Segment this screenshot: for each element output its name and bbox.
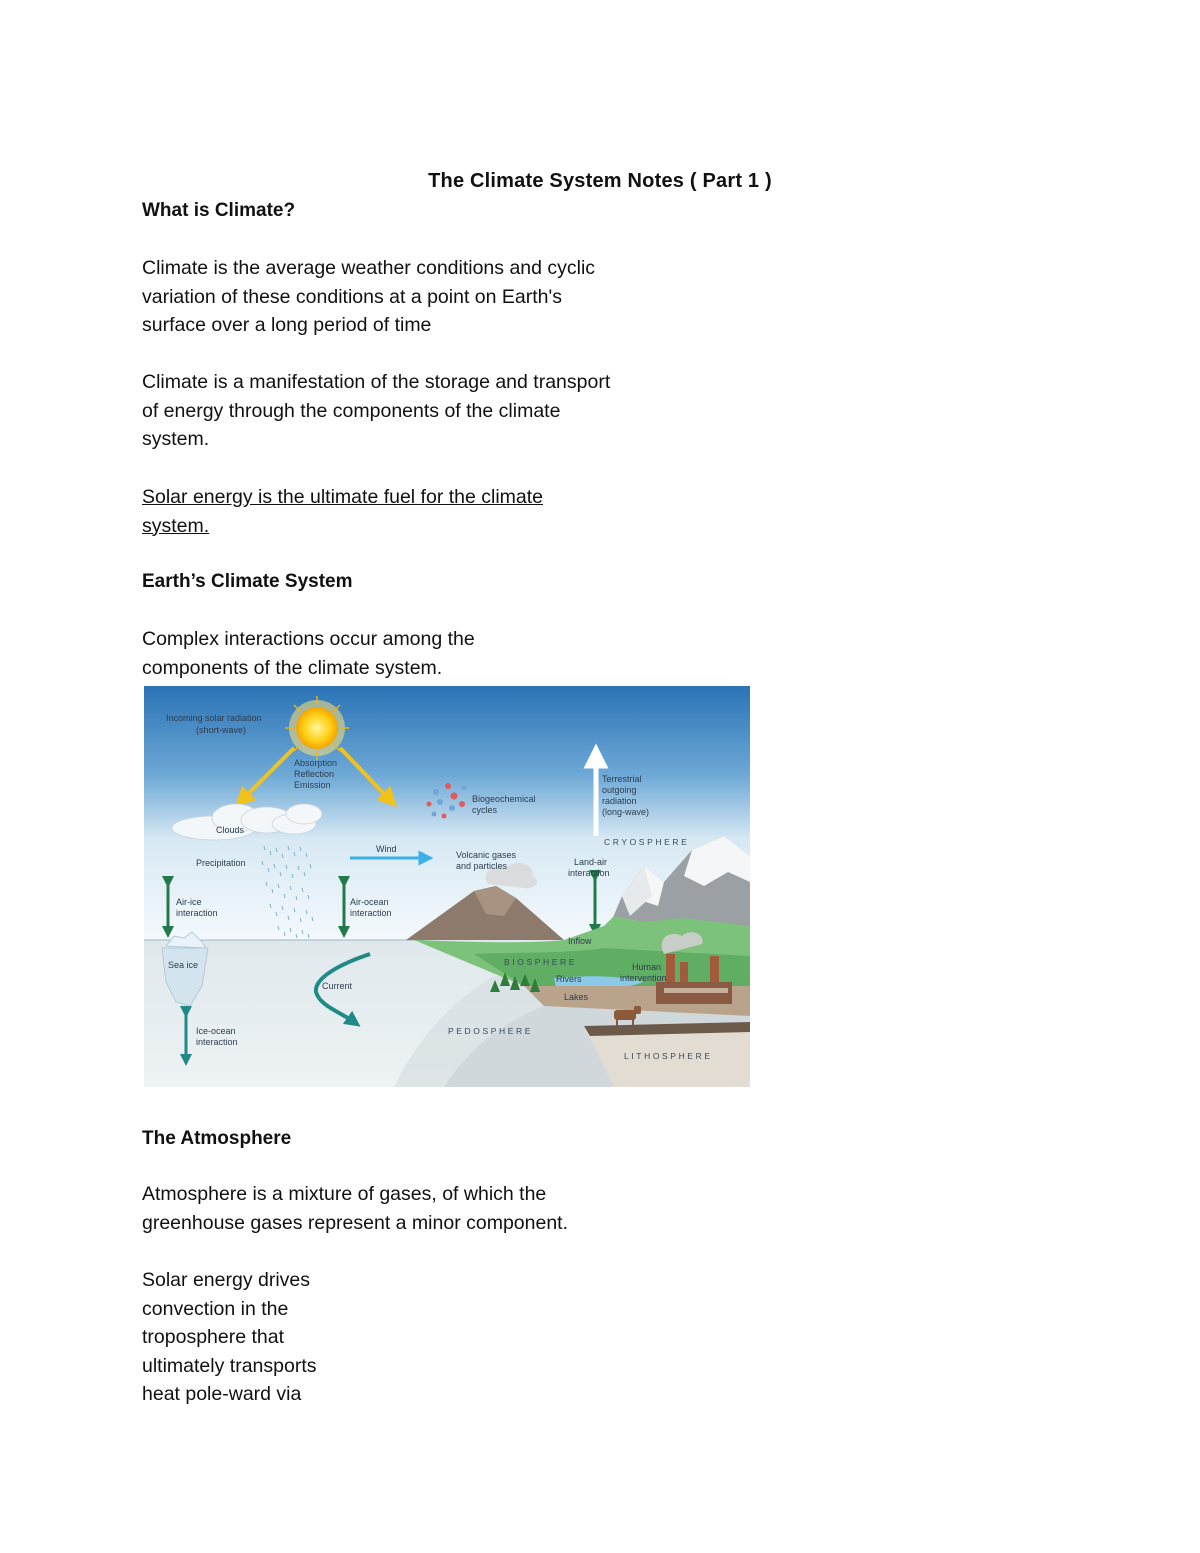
label-human: Human xyxy=(632,962,662,972)
heading-what-is-climate: What is Climate? xyxy=(142,200,296,221)
label-sea-ice: Sea ice xyxy=(168,960,199,970)
label-lithosphere: LITHOSPHERE xyxy=(624,1051,713,1061)
paragraph-solar-energy: Solar energy is the ultimate fuel for the climate system. xyxy=(142,486,544,537)
label-ice-ocean-interaction: interaction xyxy=(196,1037,238,1047)
label-air-ocean: Air-ocean xyxy=(350,897,389,907)
sun-icon xyxy=(285,696,349,760)
climate-system-diagram xyxy=(144,686,750,1087)
label-clouds: Clouds xyxy=(216,825,245,835)
label-air-ocean-interaction: interaction xyxy=(350,908,392,918)
label-air-ice-interaction: interaction xyxy=(176,908,218,918)
label-radiation: radiation xyxy=(602,796,637,806)
label-terrestrial: Terrestrial xyxy=(602,774,642,784)
page-title: The Climate System Notes ( Part 1 ) xyxy=(428,170,772,192)
label-precipitation: Precipitation xyxy=(196,858,246,868)
heading-the-atmosphere: The Atmosphere xyxy=(142,1128,292,1149)
label-shortwave: (short-wave) xyxy=(196,725,247,735)
label-biosphere: BIOSPHERE xyxy=(504,957,577,967)
label-emission: Emission xyxy=(294,780,331,790)
label-biogeochemical: Biogeochemical xyxy=(472,794,536,804)
label-intervention: intervention xyxy=(620,973,667,983)
label-reflection: Reflection xyxy=(294,769,335,779)
label-volcanic-gases: Volcanic gases xyxy=(456,850,517,860)
label-wind: Wind xyxy=(376,844,397,854)
paragraph-solar-convection: Solar energy drives convection in the troposphere that ultimately transports heat pole-ward via xyxy=(142,1269,317,1406)
label-absorption: Absorption xyxy=(294,758,338,768)
label-cycles: cycles xyxy=(472,805,498,815)
label-pedosphere: PEDOSPHERE xyxy=(448,1026,534,1036)
label-ice-ocean: Ice-ocean xyxy=(196,1026,236,1036)
label-air-ice: Air-ice xyxy=(176,897,202,907)
label-incoming: Incoming solar radiation xyxy=(166,713,262,723)
paragraph-complex-interactions: Complex interactions occur among the components of the climate system. xyxy=(142,628,475,679)
label-volcanic-particles: and particles xyxy=(456,861,508,871)
label-cryosphere: CRYOSPHERE xyxy=(604,837,690,847)
label-rivers: Rivers xyxy=(556,974,582,984)
label-lakes: Lakes xyxy=(564,992,589,1002)
label-outgoing: outgoing xyxy=(602,785,637,795)
paragraph-climate-energy: Climate is a manifestation of the storage and transport of energy through the components of the climate system. xyxy=(142,371,611,451)
paragraph-atmosphere-gases: Atmosphere is a mixture of gases, of which the greenhouse gases represent a minor component. xyxy=(142,1183,569,1234)
paragraph-climate-definition: Climate is the average weather conditions and cyclic variation of these conditions at a point on Earth's surface over a long period of time xyxy=(142,257,596,337)
heading-earths-climate-system: Earth’s Climate System xyxy=(142,571,353,592)
label-land-air-interaction: interaction xyxy=(568,868,610,878)
label-inflow: Inflow xyxy=(568,936,592,946)
label-land-air: Land-air xyxy=(574,857,608,867)
label-longwave: (long-wave) xyxy=(602,807,650,817)
label-current: Current xyxy=(322,981,353,991)
